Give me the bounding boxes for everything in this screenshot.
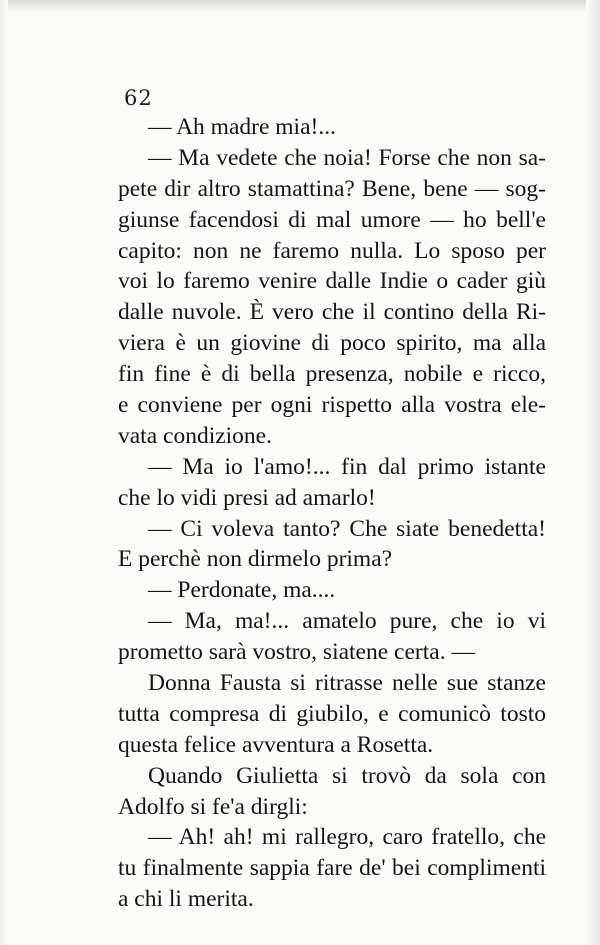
text-line: — Ma io l'amo!... fin dal primo istante — [148, 453, 546, 480]
text-line: pete dir altro stamattina? Bene, bene — sog- — [118, 175, 546, 202]
text-line: — Ah! ah! mi rallegro, caro fratello, che — [148, 824, 546, 851]
text-line: — Ma vedete che noia! Forse che non sa- — [148, 144, 546, 171]
text-line: tu finalmente sappia fare de' bei complimenti — [118, 855, 546, 882]
text-line: questa felice avventura a Rosetta. — [118, 731, 434, 758]
text-line: — Ci voleva tanto? Che siate benedetta! — [148, 515, 546, 542]
page-right-edge — [586, 0, 600, 945]
text-line: voi lo faremo venire dalle Indie o cader giù — [118, 268, 546, 295]
text-line: vata condizione. — [118, 422, 272, 449]
text-line: a chi li merita. — [118, 886, 254, 913]
text-line: Quando Giulietta si trovò da sola con — [148, 762, 546, 789]
text-line: — Ah madre mia!... — [148, 114, 336, 140]
text-line: dalle nuvole. È vero che il contino della Ri- — [118, 299, 546, 326]
text-line: — Perdonate, ma.... — [148, 577, 336, 604]
text-line: Donna Fausta si ritrasse nelle sue stanze — [148, 670, 546, 697]
text-line: — Ma, ma!... amatelo pure, che io vi — [148, 608, 546, 635]
text-line: Adolfo si fe'a dirgli: — [118, 793, 308, 820]
text-line: capito: non ne faremo nulla. Lo sposo per — [118, 237, 546, 264]
text-line: viera è un giovine di poco spirito, ma alla — [118, 330, 546, 357]
page-top-edge — [0, 0, 600, 12]
text-line: E perchè non dirmelo prima? — [118, 546, 393, 573]
text-line: tutta compresa di giubilo, e comunicò tosto — [118, 700, 546, 727]
text-line: giunse facendosi di mal umore — ho bell'e — [118, 206, 546, 233]
page-text — [118, 112, 546, 915]
page-left-edge — [0, 0, 8, 945]
text-line: che lo vidi presi ad amarlo! — [118, 484, 376, 511]
page-number: 62 — [124, 86, 153, 110]
text-line: fin fine è di bella presenza, nobile e ricco, — [118, 361, 546, 388]
text-line: prometto sarà vostro, siatene certa. — — [118, 639, 475, 666]
text-line: e conviene per ogni rispetto alla vostra ele- — [118, 392, 546, 419]
